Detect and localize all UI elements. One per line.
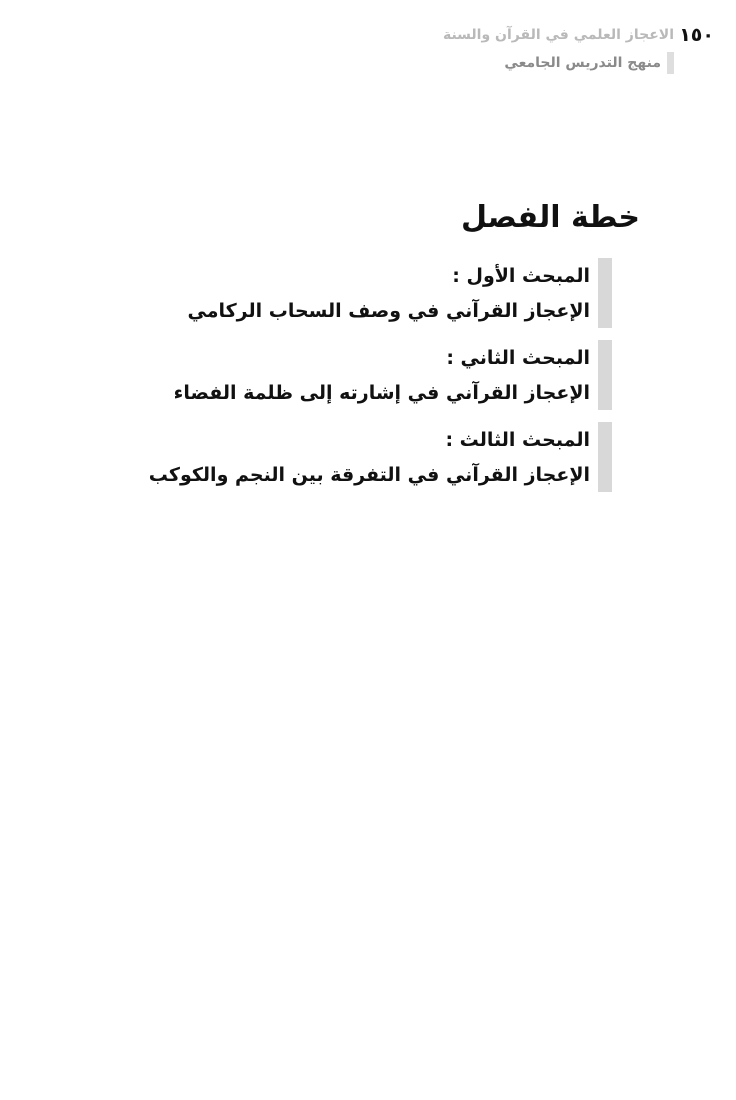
- section-item: [149, 422, 612, 492]
- section-title: الإعجاز القرآني في إشارته إلى ظلمة الفضاء: [173, 382, 590, 404]
- chapter-plan: [149, 258, 612, 504]
- section-heading: المبحث الثاني :: [446, 347, 590, 369]
- running-header: [443, 24, 674, 74]
- section-heading: المبحث الأول :: [452, 265, 590, 287]
- section-item: [149, 258, 612, 328]
- chapter-title: خطة الفصل: [461, 200, 640, 235]
- section-title: الإعجاز القرآني في وصف السحاب الركامي: [187, 300, 590, 322]
- series-title: منهج التدريس الجامعي: [443, 52, 674, 74]
- section-item: [149, 340, 612, 410]
- section-title: الإعجاز القرآني في التفرقة بين النجم والكوكب: [148, 464, 590, 486]
- section-heading: المبحث الثالث :: [445, 429, 590, 451]
- book-title: الاعجاز العلمي في القرآن والسنة: [442, 27, 674, 43]
- page-number: ١٥٠: [679, 24, 714, 46]
